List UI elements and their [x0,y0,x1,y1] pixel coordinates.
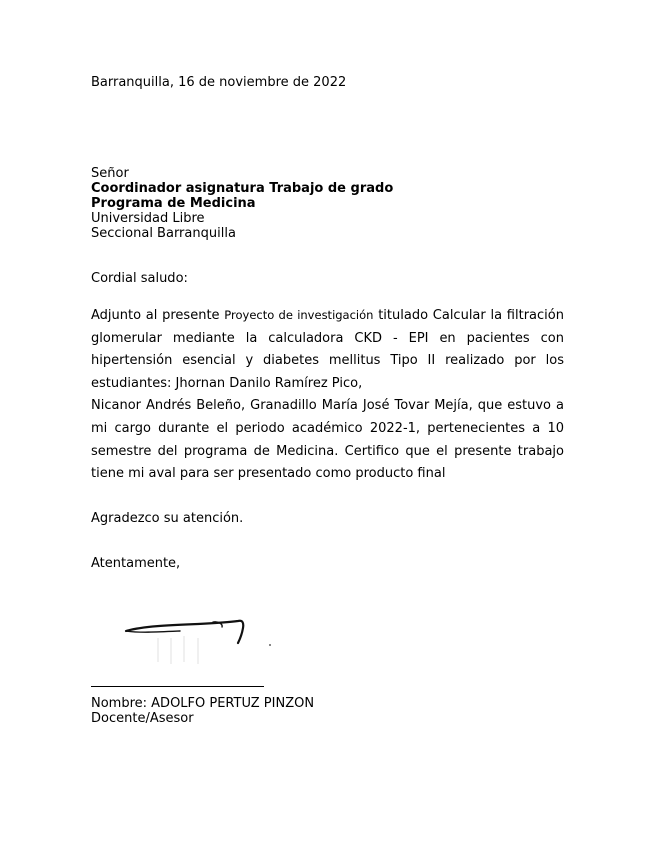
closing: Atentamente, [91,556,181,571]
signer-name: Nombre: ADOLFO PERTUZ PINZON [91,696,315,711]
body-line-8: tiene mi aval para ser presentado como producto final [91,466,446,482]
body-line-5: Nicanor Andrés Beleño, Granadillo María José Tovar Mejía, que estuvo a [91,398,564,414]
body-line-1-a: Adjunto al presente [91,308,220,323]
body-line-1-c: titulado Calcular la filtración [378,308,564,323]
signature-image [118,612,278,670]
body-paragraph [91,304,564,486]
body-line-3: hipertensión esencial y diabetes mellitus Tipo II realizado por los [91,353,564,369]
signer-role: Docente/Asesor [91,711,194,726]
greeting: Cordial saludo: [91,271,188,286]
body-line-4: estudiantes: Jhornan Danilo Ramírez Pico, [91,375,363,391]
place-date: Barranquilla, 16 de noviembre de 2022 [91,75,347,90]
body-line-6: mi cargo durante el periodo académico 2022-1, pertenecientes a 10 [91,420,564,436]
recipient-title: Señor [91,166,129,181]
recipient-role: Coordinador asignatura Trabajo de grado [91,181,394,196]
recipient-program: Programa de Medicina [91,196,256,211]
body-line-7: semestre del programa de Medicina. Certifico que el presente trabajo [91,443,564,459]
recipient-branch: Seccional Barranquilla [91,226,236,241]
recipient-institution: Universidad Libre [91,211,205,226]
body-line-2: glomerular mediante la calculadora CKD - EPI en pacientes con [91,330,564,346]
project-type: Proyecto de investigación [224,308,374,322]
body-line-1 [91,304,564,328]
signature-line [91,686,264,687]
thanks: Agradezco su atención. [91,511,244,526]
